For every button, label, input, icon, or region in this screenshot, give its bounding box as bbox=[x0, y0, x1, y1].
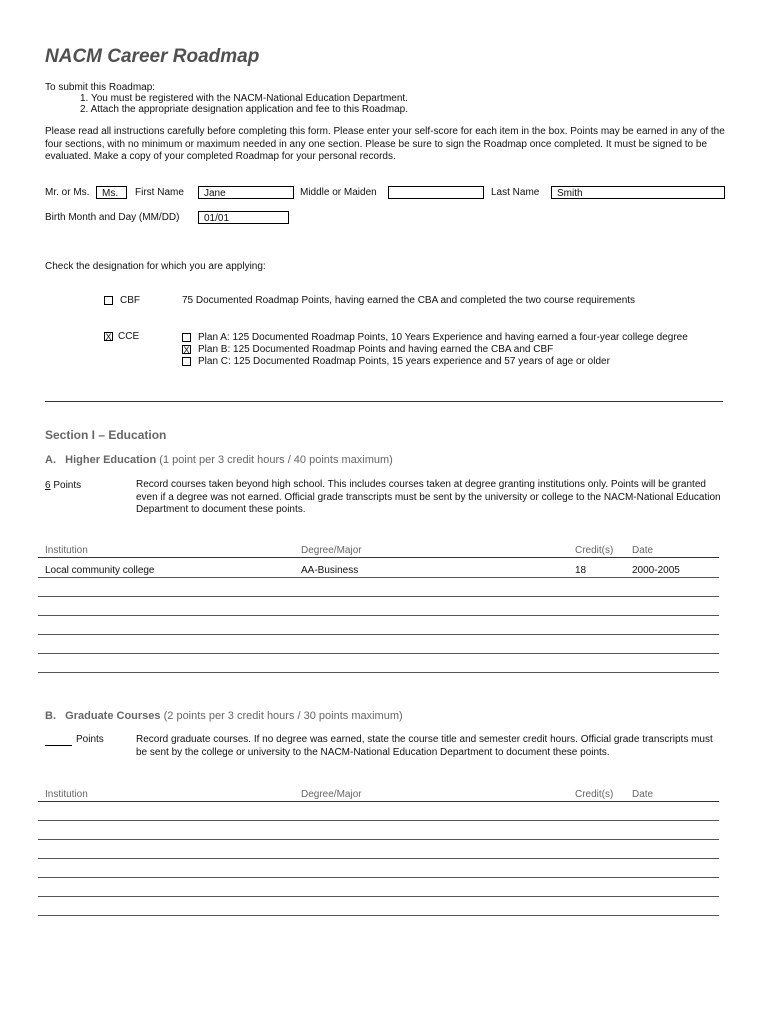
designation-prompt: Check the designation for which you are applying: bbox=[45, 261, 266, 272]
cbf-checkbox[interactable] bbox=[104, 296, 113, 305]
higher-education-letter: A. bbox=[45, 454, 56, 466]
higher-education-points bbox=[45, 480, 81, 492]
birth-date-label: Birth Month and Day (MM/DD) bbox=[45, 212, 180, 223]
last-name-label: Last Name bbox=[491, 187, 540, 198]
table-row-line[interactable] bbox=[38, 672, 719, 673]
plan-a-checkbox[interactable] bbox=[182, 333, 191, 342]
last-name-field[interactable]: Smith bbox=[551, 186, 725, 199]
plan-b-text: Plan B: 125 Documented Roadmap Points and having earned the CBA and CBF bbox=[198, 344, 554, 355]
table-row-line[interactable] bbox=[38, 596, 719, 597]
graduate-courses-name: Graduate Courses bbox=[65, 710, 161, 722]
graduate-courses-note: (2 points per 3 credit hours / 30 points maximum) bbox=[163, 710, 403, 722]
higher-education-points-label: Points bbox=[53, 480, 82, 491]
grad-table-row-line[interactable] bbox=[38, 877, 719, 878]
middle-name-field[interactable] bbox=[388, 186, 484, 199]
cbf-description: 75 Documented Roadmap Points, having earned the CBA and completed the two course requirements bbox=[182, 295, 636, 306]
plan-c-text: Plan C: 125 Documented Roadmap Points, 15 years experience and 57 years of age or older bbox=[198, 356, 610, 367]
higher-education-name: Higher Education bbox=[65, 454, 157, 466]
grad-table-row-line[interactable] bbox=[38, 839, 719, 840]
first-name-label: First Name bbox=[135, 187, 184, 198]
graduate-points-label: Points bbox=[76, 734, 104, 745]
grad-header-credits: Credit(s) bbox=[575, 789, 614, 800]
section-divider bbox=[45, 401, 723, 402]
row-1-degree[interactable]: AA-Business bbox=[301, 565, 359, 576]
submit-step-1: 1. You must be registered with the NACM-National Education Department. bbox=[80, 93, 408, 104]
cce-label: CCE bbox=[118, 331, 140, 342]
graduate-courses-letter: B. bbox=[45, 710, 56, 722]
header-credits: Credit(s) bbox=[575, 545, 614, 556]
plan-c-checkbox[interactable] bbox=[182, 357, 191, 366]
grad-table-row-line[interactable] bbox=[38, 896, 719, 897]
first-name-field[interactable]: Jane bbox=[198, 186, 294, 199]
plan-b-checkbox[interactable]: X bbox=[183, 345, 190, 355]
table-row-line[interactable] bbox=[38, 577, 719, 578]
grad-header-date: Date bbox=[632, 789, 654, 800]
salutation-label: Mr. or Ms. bbox=[45, 187, 90, 198]
page-title: NACM Career Roadmap bbox=[45, 46, 260, 67]
table-row-line[interactable] bbox=[38, 653, 719, 654]
table-row-line[interactable] bbox=[38, 615, 719, 616]
row-1-institution[interactable]: Local community college bbox=[45, 565, 155, 576]
graduate-points-blank[interactable] bbox=[45, 745, 72, 746]
higher-education-description: Record courses taken beyond high school. This includes courses taken at degree granting institutions only. Points will be granted even if a degree was not earned. Official grade transcripts must be sent by the university or college to the NACM-National Education Department to document these points. bbox=[136, 479, 721, 515]
table-row-line[interactable] bbox=[38, 634, 719, 635]
table-header-rule bbox=[38, 557, 719, 558]
salutation-field[interactable]: Ms. bbox=[96, 186, 127, 199]
instructions-paragraph: Please read all instructions carefully before completing this form. Please enter your self-score for each item in the box. Points may be earned in any of the four sections, with no minimum or maximum needed in any one section. Please be sure to sign the Roadmap once completed. It must be signed to be evaluated. Make a copy of your completed Roadmap for your personal records. bbox=[45, 126, 725, 162]
cce-checkbox[interactable]: X bbox=[105, 332, 112, 342]
grad-table-header-rule bbox=[38, 801, 719, 802]
row-1-date[interactable]: 2000-2005 bbox=[632, 565, 680, 576]
plan-a-text: Plan A: 125 Documented Roadmap Points, 10 Years Experience and having earned a four-year college degree bbox=[198, 332, 688, 343]
header-degree: Degree/Major bbox=[301, 545, 362, 556]
higher-education-heading bbox=[45, 454, 393, 466]
header-date: Date bbox=[632, 545, 654, 556]
graduate-courses-heading bbox=[45, 710, 403, 722]
grad-header-institution: Institution bbox=[45, 789, 88, 800]
birth-date-field[interactable]: 01/01 bbox=[198, 211, 289, 224]
higher-education-note: (1 point per 3 credit hours / 40 points maximum) bbox=[159, 454, 393, 466]
grad-table-row-line[interactable] bbox=[38, 915, 719, 916]
middle-name-label: Middle or Maiden bbox=[300, 187, 377, 198]
row-1-credits[interactable]: 18 bbox=[575, 565, 587, 576]
higher-education-points-value[interactable]: 6 bbox=[45, 480, 51, 491]
header-institution: Institution bbox=[45, 545, 88, 556]
cbf-label: CBF bbox=[120, 295, 140, 306]
submit-step-2: 2. Attach the appropriate designation application and fee to this Roadmap. bbox=[80, 104, 409, 115]
grad-table-row-line[interactable] bbox=[38, 820, 719, 821]
graduate-courses-description: Record graduate courses. If no degree was earned, state the course title and semester credit hours. Official grade transcripts must be sent by the college or university to the NACM-National Education Department to document these points. bbox=[136, 734, 713, 758]
grad-table-row-line[interactable] bbox=[38, 858, 719, 859]
section-1-title: Section I – Education bbox=[45, 428, 167, 442]
submit-heading: To submit this Roadmap: bbox=[45, 82, 156, 93]
grad-header-degree: Degree/Major bbox=[301, 789, 362, 800]
